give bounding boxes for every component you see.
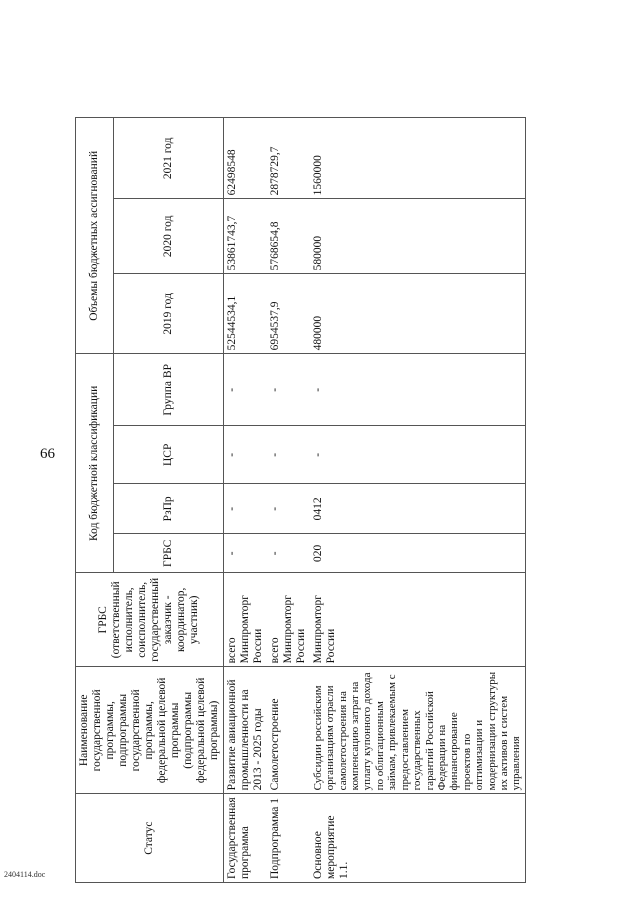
header-code-csr: ЦСР: [114, 426, 223, 484]
header-budget-volumes: Объемы бюджетных ассигнований: [76, 118, 114, 354]
row-responsible-total: всего: [268, 637, 281, 664]
row-code-grbs: -: [223, 534, 266, 573]
header-grbs-responsible: ГРБС (ответственный исполнитель, соисполнитель, государственный заказчик - координатор, участник): [76, 573, 224, 667]
row-value-2019: 480000: [310, 274, 526, 354]
header-year-2019: 2019 год: [114, 274, 223, 354]
row-code-grbs: -: [267, 534, 310, 573]
row-status: Основное мероприятие 1.1.: [310, 794, 526, 883]
row-code-vr: -: [223, 354, 266, 426]
document-code: 2404114.doc: [4, 870, 46, 879]
row-code-vr: -: [267, 354, 310, 426]
row-code-csr: -: [223, 426, 266, 484]
row-code-vr: -: [310, 354, 526, 426]
row-value-2021: 1560000: [310, 118, 526, 199]
header-budget-classification: Код бюджетной классификации: [76, 354, 114, 573]
row-code-grbs: 020: [310, 534, 526, 573]
row-status: Подпрограмма 1: [267, 794, 310, 883]
header-code-rzpr: РзПр: [114, 484, 223, 534]
page-number: 66: [40, 446, 55, 462]
header-program-name: Наименование государственной программы, подпрограммы государственной программы, федеральной целевой программы (подпрограммы федеральной целевой программы): [76, 667, 224, 794]
row-value-2021: 62498548: [223, 118, 266, 199]
row-name: Субсидии российским организациям отрасли самолетостроения на компенсацию затрат на уплату купонного дохода по облигационным займам, привлекаемым с предоставлением государственных гарантий Российской Федерации на финансирование проектов по оптимизации и модернизации структуры их активов и систем управления: [310, 667, 526, 794]
row-value-2020: 53861743,7: [223, 199, 266, 274]
row-responsible-org: Минпромторг России: [281, 594, 307, 664]
row-code-rzpr: 0412: [310, 484, 526, 534]
row-value-2019: 52544534,1: [223, 274, 266, 354]
table-row: [223, 118, 266, 883]
row-name: Развитие авиационной промышленности на 2013 - 2025 годы: [223, 667, 266, 794]
row-responsible-org: Минпромторг России: [311, 594, 337, 664]
row-status: Государственная программа: [223, 794, 266, 883]
row-value-2020: 5768654,8: [267, 199, 310, 274]
header-year-2020: 2020 год: [114, 199, 223, 274]
row-value-2019: 6954537,9: [267, 274, 310, 354]
row-responsible: [310, 573, 526, 667]
row-value-2021: 2878729,7: [267, 118, 310, 199]
header-code-grbs: ГРБС: [114, 534, 223, 573]
header-code-vr: Группа ВР: [114, 354, 223, 426]
header-status: Статус: [76, 794, 224, 883]
row-code-csr: -: [267, 426, 310, 484]
row-code-rzpr: -: [223, 484, 266, 534]
row-responsible: [267, 573, 310, 667]
header-year-2021: 2021 год: [114, 118, 223, 199]
row-responsible-org: Минпромторг России: [238, 594, 264, 664]
table-row: [267, 118, 310, 883]
row-responsible-total: всего: [225, 637, 238, 664]
row-responsible: [223, 573, 266, 667]
row-value-2020: 580000: [310, 199, 526, 274]
row-code-csr: -: [310, 426, 526, 484]
row-code-rzpr: -: [267, 484, 310, 534]
budget-table: [75, 117, 526, 883]
row-name: Самолетостроение: [267, 667, 310, 794]
table-row: [310, 118, 526, 883]
